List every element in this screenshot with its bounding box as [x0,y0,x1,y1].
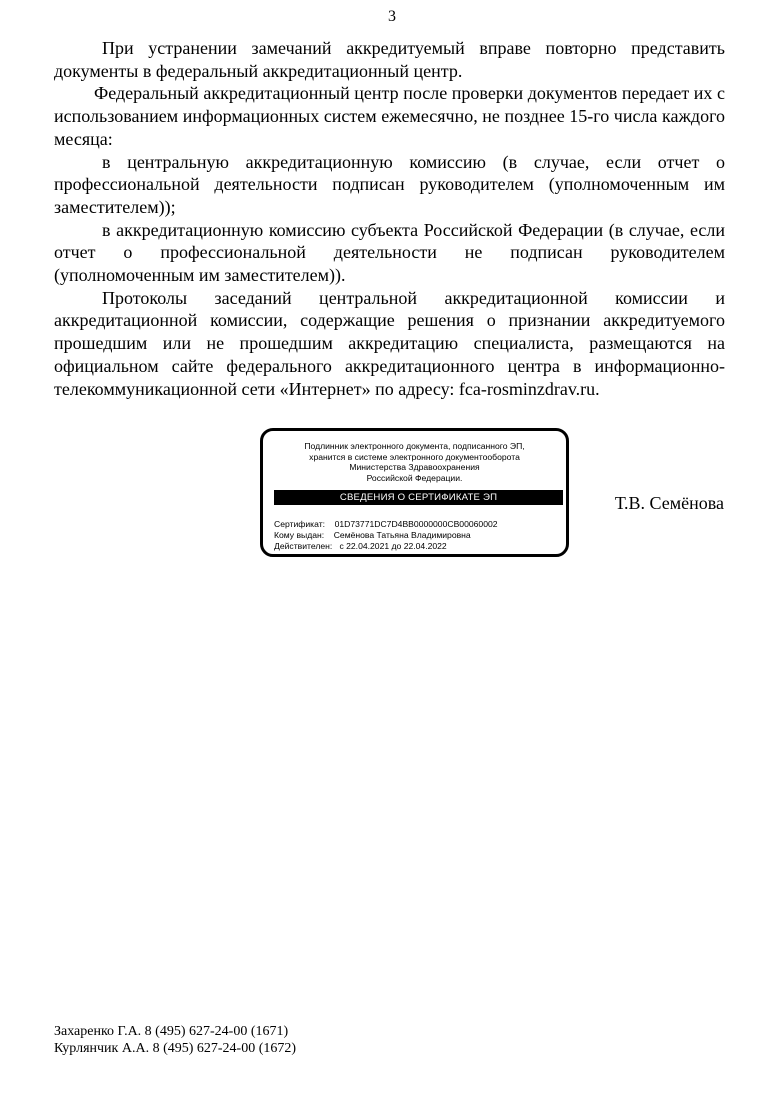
paragraph: в аккредитационную комиссию субъекта Российской Федерации (в случае, если отчет о профессиональной деятельности не подписан руководителем (уполномоченным им заместителем)). [54,219,725,286]
stamp-certificate-row [274,519,563,530]
paragraph: При устранении замечаний аккредитуемый вправе повторно представить документы в федеральный аккредитационный центр. [54,38,725,81]
stamp-valid-label: Действителен: [274,540,333,551]
stamp-issued-to-row [274,530,563,541]
electronic-signature-stamp [260,428,569,557]
footer-contacts [54,1023,296,1057]
stamp-valid-row [274,541,563,552]
paragraph: в центральную аккредитационную комиссию (в случае, если отчет о профессиональной деятельности подписан руководителем (уполномоченным им заместителем)); [54,151,725,217]
stamp-valid-value: с 22.04.2021 до 22.04.2022 [339,540,447,551]
stamp-certificate-details [274,519,563,551]
contact-line: Захаренко Г.А. 8 (495) 627-24-00 (1671) [54,1024,289,1039]
stamp-header-line: Российской Федерации. [366,472,463,483]
stamp-certificate-value: 01D73771DC7D4BB0000000CB00060002 [334,519,498,529]
stamp-issued-to-value: Семёнова Татьяна Владимировна [333,529,471,540]
page-number: 3 [388,8,396,25]
paragraph: Федеральный аккредитационный центр после проверки документов передает их с использованием информационных систем ежемесячно, не позднее 15-го числа каждого месяца: [54,83,725,149]
signatory-name: Т.В. Семёнова [614,493,724,513]
contact-line: Курлянчик А.А. 8 (495) 627-24-00 (1672) [54,1041,297,1056]
stamp-issued-to-label: Кому выдан: [274,529,325,540]
paragraph: Протоколы заседаний центральной аккредитационной комиссии и аккредитационной комиссии, содержащие решения о признании аккредитуемого прошедшим или не прошедшим аккредитацию специалиста, размещаются на официальном сайте федерального аккредитационного центра в информационно-телекоммуникационной сети «Интернет» по адресу: fca-rosminzdrav.ru. [54,287,725,399]
stamp-header-line: хранится в системе электронного документооборота [309,451,520,462]
stamp-certificate-title: СВЕДЕНИЯ О СЕРТИФИКАТЕ ЭП [274,490,563,505]
stamp-header [263,441,566,483]
stamp-certificate-label: Сертификат: [274,519,326,529]
stamp-header-line: Подлинник электронного документа, подписанного ЭП, [304,441,525,451]
stamp-header-line: Министерства Здравоохранения [349,462,480,473]
document-body [54,37,725,400]
